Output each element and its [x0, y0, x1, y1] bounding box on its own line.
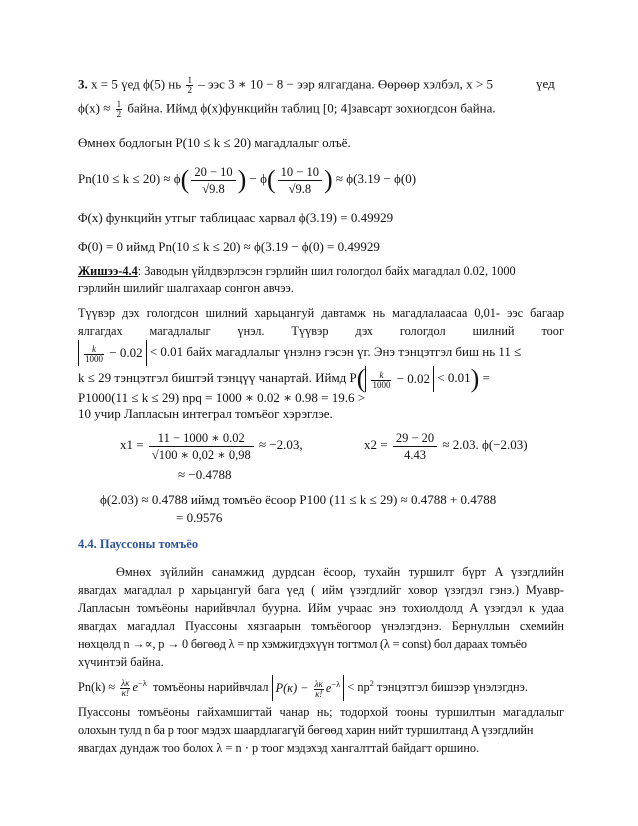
section-line-4: явагдах магадлал Пуассоны хязгаарын томъёогоор үнэлэгдэнэ. Бернуллын схемийн — [78, 619, 564, 633]
example-line-2: гэрлийн шилийг шалгахаар сонгон авчээ. — [78, 281, 294, 295]
formula-pn: Pn(10 ≤ k ≤ 20) ≈ ϕ( $\frac{20 - 10}{√9.8}$ ) − ϕ( $\frac{10 - 10}{√9.8}$ ) ≈ ϕ(3.19 − ϕ(0) — [78, 164, 417, 196]
line-2-text-a: ϕ(x) ≈ — [78, 100, 111, 116]
line-1-text-b: – ээс 3 ∗ 10 − 8 − ээр ялгагдана. Өөрөөр хэлбэл, x > 5 — [198, 76, 493, 92]
phi-line: ϕ(2.03) ≈ 0.4788 иймд томъёо ёсоор P100 (11 ≤ k ≤ 29) ≈ 0.4788 + 0.4788 — [100, 492, 497, 507]
line-1-text-a: x = 5 үед ϕ(5) нь — [91, 76, 182, 92]
closing-line-3: явагдах дундаж тоо болох λ = n ⋅ p тоог мэдэхэд хангалттай байдагт оршино. — [78, 741, 480, 755]
para1-line-4: k ≤ 29 тэнцэтгэл биштэй тэнцүү чанартай. Иймд P( $\frac{k}{1000}$ − 0.02 < 0.01) = — [78, 364, 490, 394]
para1-line-2: ялгагдах магадлалыг үнэл. Түүвэр дэх гологдол шилний тоог — [78, 324, 564, 338]
formula-pn-frac-1: $\frac{20 - 10}{√9.8}$ — [191, 164, 235, 197]
fraction-half: $\frac{1}{2}$ — [187, 75, 192, 95]
formula-pn-frac-2: $\frac{10 - 10}{√9.8}$ — [278, 164, 322, 197]
abs-expression-1: $\frac{k}{1000}$ − 0.02 — [78, 340, 147, 366]
section-line-1: Өмнөх зүйлийн санамжид дурдсан ёсоор, тухайн туршилт бүрт A үзэгдлийн — [116, 565, 564, 579]
phi-line-result: = 0.9576 — [176, 510, 223, 525]
line-1 — [78, 76, 493, 95]
formula-x1-result: ≈ −0.4788 — [178, 467, 232, 482]
formula-x1: x1 = $\frac{11 - 1000 ∗ 0.02}{√100 ∗ 0,02 ∗ 0,98}$ ≈ −2.03, — [120, 430, 303, 462]
example-text: : Заводын үйлдвэрлэсэн гэрлийн шил гологдол байх магадлал 0.02, 1000 — [137, 264, 516, 278]
example-label: Жишээ-4.4 — [78, 264, 138, 278]
example-heading — [78, 263, 516, 279]
closing-line-1: Пуассоны томъёоны гайхамшигтай чанар нь; тодорхой тооны туршилтын магадлалыг — [78, 705, 564, 719]
closing-line-2: олохын тулд n ба p тоог мэдэх шаардлагагүй бөгөөд харин нийт туршилтанд A үзэгдлийн — [78, 723, 534, 737]
para1-line-1: Түүвэр дэх гологдсон шилний харьцангуй давтамж нь магадлалаасаа 0,01- ээс багаар — [78, 306, 564, 320]
para1-line-6: 10 учир Лапласын интеграл томъёог хэрэглэе. — [78, 406, 333, 421]
poisson-frac: $\frac{\lambda\kappa}{\kappa!}$ — [121, 677, 130, 698]
poisson-formula: Pn(k) ≈ $\frac{\lambda\kappa}{\kappa!}$ $e^{-\lambda}$ томъёоны нарийвчлал P(κ) − $\frac{\lambda\kappa}{\kappa!}$ $e^{-\lambda} < np^2$ тэнцэтгэл бишээр үнэлэгднэ. — [78, 672, 528, 702]
section-line-5: нөхцөлд n →∝, p → 0 бөгөөд λ = np хэмжигдэхүүн тогтмол (λ = const) бол дараах томъёо — [78, 637, 527, 651]
line-2 — [78, 100, 496, 119]
para1-line-5: P1000(11 ≤ k ≤ 29) npq = 1000 ∗ 0.02 ∗ 0.98 = 19.6 > — [78, 390, 366, 405]
para1-line-4-text: k ≤ 29 тэнцэтгэл биштэй тэнцүү чанартай. Иймд P — [78, 370, 357, 385]
section-line-3: Лапласын томъёоны нарийвчлал буурна. Ийм учраас энэ тохиолдолд A үзэгдэл к удаа — [78, 601, 564, 615]
line-3: Өмнөх бодлогын P(10 ≤ k ≤ 20) магадлалыг олъё. — [78, 135, 351, 150]
para1-line-3 — [78, 338, 521, 366]
formula-x1-frac: $\frac{11 - 1000 ∗ 0.02}{√100 ∗ 0,02 ∗ 0,98}$ — [149, 430, 254, 463]
line-2-text-b: байна. Иймд ϕ(x)функцийн таблиц [0; 4]завсарт зохиогдсон байна. — [127, 100, 496, 116]
formula-pn-lhs: Pn(10 ≤ k ≤ 20) ≈ ϕ — [78, 171, 181, 186]
section-heading: 4.4. Пауссоны томъёо — [78, 537, 199, 551]
formula-x2-frac: $\frac{29 - 20}{4.43}$ — [393, 430, 437, 463]
line-6: Φ(0) = 0 иймд Pn(10 ≤ k ≤ 20) ≈ ϕ(3.19 − ϕ(0) = 0.49929 — [78, 239, 380, 254]
fraction-half-2: $\frac{1}{2}$ — [116, 99, 122, 119]
section-line-6: хүчинтэй байна. — [78, 655, 164, 669]
item-number: 3. — [78, 76, 88, 92]
line-5: Φ(x) функцийн утгыг таблицаас харвал ϕ(3.19) = 0.49929 — [78, 210, 394, 225]
poisson-abs: P(κ) − $\frac{\lambda\kappa}{\kappa!}$ $e^{-\lambda}$ — [272, 675, 345, 701]
para1-line-3-text: < 0.01 байх магадлалыг үнэлнэ гэсэн үг. Энэ тэнцэтгэл биш нь 11 ≤ — [149, 344, 522, 359]
formula-pn-mid: − ϕ — [249, 171, 267, 186]
formula-x2: x2 = $\frac{29 - 20}{4.43}$ ≈ 2.03. ϕ(−2.03) — [364, 430, 528, 462]
line-1-end: үед — [536, 76, 555, 91]
section-line-2: явагдах магадлал p харьцангуй бага үед ( ийм үзэгдлийг ховор үзэгдэл гэнэ.) Муавр- — [78, 583, 564, 597]
formula-pn-rhs: ≈ ϕ(3.19 − ϕ(0) — [335, 171, 417, 186]
abs-expression-2: $\frac{k}{1000}$ − 0.02 — [365, 366, 434, 392]
